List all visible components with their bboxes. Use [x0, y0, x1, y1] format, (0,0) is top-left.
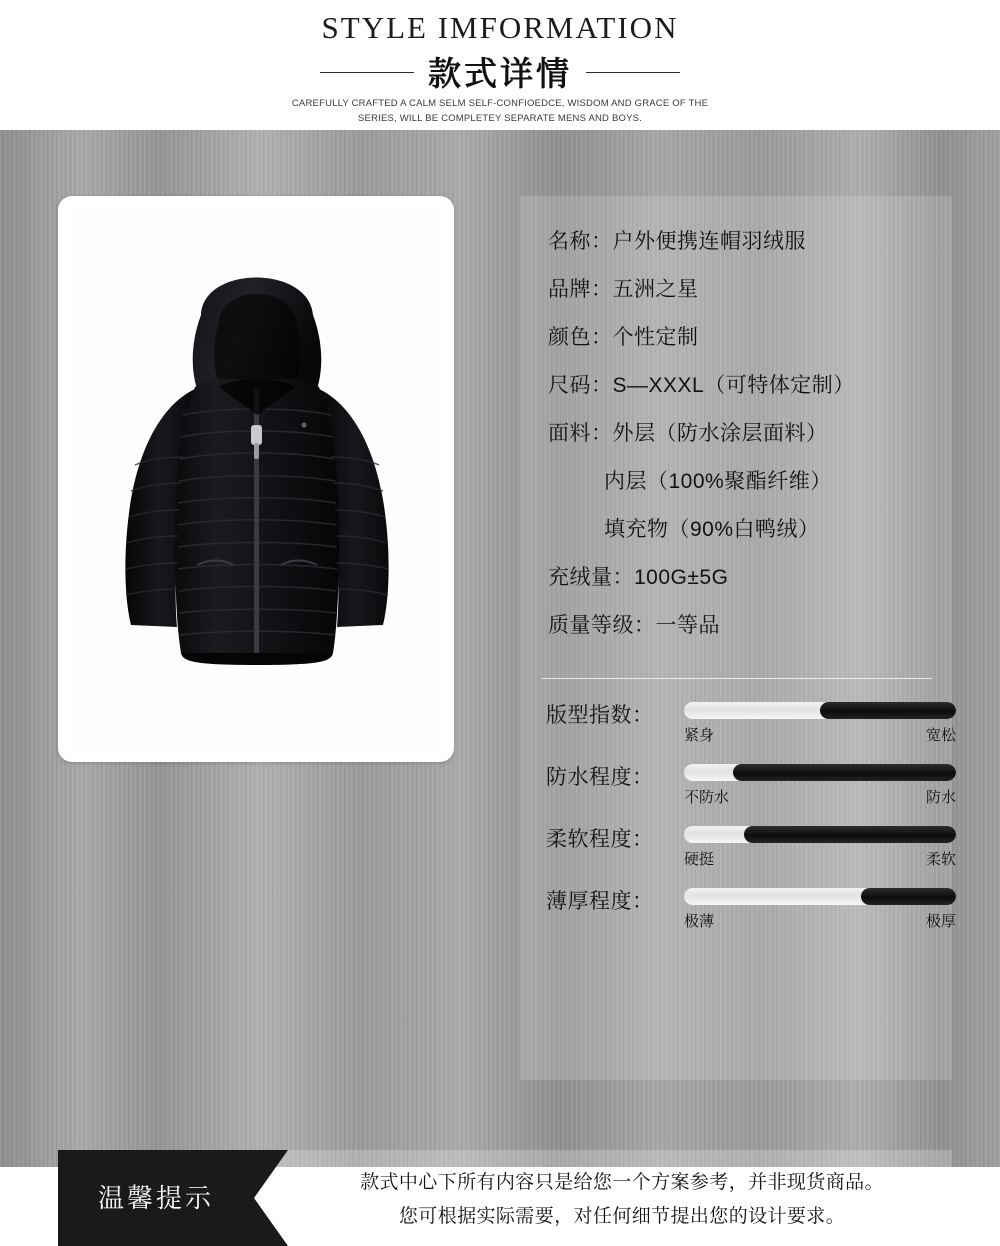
rating-bar-waterproof — [684, 764, 956, 781]
rating-bar-softness — [684, 826, 956, 843]
rating-ends-softness — [684, 848, 956, 868]
product-image-frame — [70, 208, 442, 750]
rating-end-left-fit: 紧身 — [684, 727, 715, 744]
rating-end-left-waterproof: 不防水 — [684, 789, 730, 806]
notice-text-line-2: 您可根据实际需要，对任何细节提出您的设计要求。 — [398, 1206, 846, 1227]
rating-end-right-softness: 柔软 — [925, 851, 956, 868]
notice-bar — [58, 1150, 952, 1246]
rating-label-fit: 版型指数： — [546, 704, 654, 727]
rating-label-waterproof: 防水程度： — [546, 766, 654, 789]
spec-item-fabric: 面料：外层（防水涂层面料） — [548, 422, 828, 445]
rating-end-right-waterproof: 防水 — [925, 789, 956, 806]
spec-item-color: 颜色：个性定制 — [548, 326, 699, 349]
rating-bar-fill-thickness — [861, 888, 956, 905]
spec-list — [548, 218, 942, 650]
rating-ends-waterproof — [684, 786, 956, 806]
notice-text — [308, 1166, 936, 1234]
rating-bar-fill-waterproof — [733, 764, 956, 781]
spec-item-size: 尺码：S—XXXL（可特体定制） — [548, 374, 855, 397]
spec-item-fill-weight: 充绒量：100G±5G — [548, 566, 729, 589]
rating-end-left-thickness: 极薄 — [684, 913, 715, 930]
spec-item-fabric-filling: 填充物（90%白鸭绒） — [604, 518, 820, 541]
rating-ends-fit — [684, 724, 956, 744]
rating-row-fit — [546, 696, 956, 758]
spec-panel — [520, 196, 956, 1080]
notice-text-line-1: 款式中心下所有内容只是给您一个方案参考，并非现货商品。 — [360, 1172, 884, 1193]
rating-row-thickness — [546, 882, 956, 944]
rating-end-right-thickness: 极厚 — [925, 913, 956, 930]
rating-bar-fit — [684, 702, 956, 719]
header-title-chinese: 款式详情 — [414, 48, 586, 95]
spec-item-brand: 品牌：五洲之星 — [548, 278, 699, 301]
rating-row-waterproof — [546, 758, 956, 820]
rating-list — [546, 696, 956, 944]
down-jacket-illustration — [91, 229, 421, 729]
notice-tag-label: 温馨提示 — [97, 1183, 214, 1213]
rating-label-softness: 柔软程度： — [546, 828, 654, 851]
rating-row-softness — [546, 820, 956, 882]
header-subtitle-line-2: SERIES, WILL BE COMPLETEY SEPARATE MENS AND BOYS. — [358, 113, 642, 124]
rating-end-right-fit: 宽松 — [925, 727, 956, 744]
rating-bar-fill-fit — [820, 702, 956, 719]
spec-divider — [542, 678, 932, 679]
header-title-english: STYLE IMFORMATION — [321, 10, 679, 45]
header-title-chinese-wrap — [0, 48, 1000, 90]
content-background — [0, 130, 1000, 1227]
rating-end-left-softness: 硬挺 — [684, 851, 715, 868]
rating-label-thickness: 薄厚程度： — [546, 890, 654, 913]
product-image-card — [58, 196, 454, 762]
notice-tag-arrow — [254, 1150, 288, 1246]
spec-item-name: 名称：户外便携连帽羽绒服 — [548, 230, 806, 253]
spec-item-quality-grade: 质量等级：一等品 — [548, 614, 720, 637]
header-subtitle-line-1: CAREFULLY CRAFTED A CALM SELM SELF-CONFIOEDCE, WISDOM AND GRACE OF THE — [291, 98, 709, 109]
header-subtitle — [0, 96, 1000, 126]
rating-ends-thickness — [684, 910, 956, 930]
page-header — [0, 0, 1000, 130]
rating-bar-thickness — [684, 888, 956, 905]
spec-item-fabric-inner: 内层（100%聚酯纤维） — [604, 470, 832, 493]
rating-bar-fill-softness — [744, 826, 956, 843]
